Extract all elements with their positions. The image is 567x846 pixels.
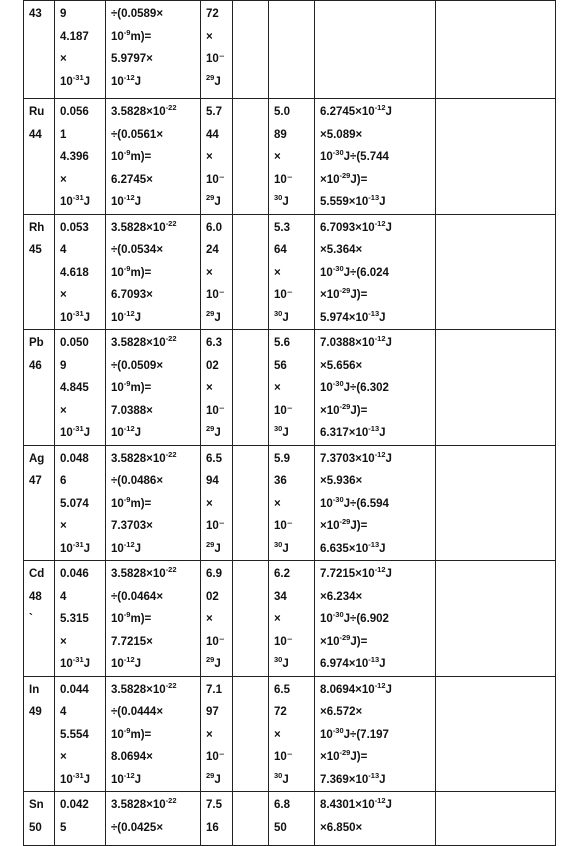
formula-cell xyxy=(106,445,201,561)
cell-text: × xyxy=(274,266,281,279)
cell-text: 49 xyxy=(29,706,42,718)
value-cell-2 xyxy=(201,330,233,446)
cell-text: × xyxy=(60,520,67,532)
cell-text: $10^{-12}J$ xyxy=(111,424,142,439)
cell-text: ÷(0.0425× xyxy=(111,821,164,834)
cell-text: $^{30}$J xyxy=(274,539,289,555)
cell-text: 0.050 xyxy=(60,337,89,349)
value-cell-2 xyxy=(201,792,233,846)
formula-cell xyxy=(106,99,201,215)
cell-text: $7.7215\times 10^{-12}J$ xyxy=(320,565,392,580)
cell-text: 10⁻ xyxy=(274,289,293,301)
formula-cell xyxy=(106,214,201,330)
cell-text: $\times 10^{-29}J)=$ xyxy=(320,517,368,532)
cell-text: 10⁻ xyxy=(274,520,293,532)
cell-text: 72 xyxy=(206,8,219,20)
value-cell-3 xyxy=(269,330,315,446)
cell-text: 50 xyxy=(29,821,42,834)
blank-cell xyxy=(233,561,269,677)
cell-text: $3.5828\times 10^{-22}$ xyxy=(111,449,177,465)
cell-text: 4.187 xyxy=(60,30,89,43)
cell-text: $10^{-30}J\div(6.302$ xyxy=(320,379,389,394)
cell-text: $10^{-30}J\div(5.744$ xyxy=(320,148,389,163)
value-cell-2 xyxy=(201,99,233,215)
cell-text: $10^{-9}m)=$ xyxy=(111,27,152,43)
element-cell xyxy=(24,330,55,446)
cell-text: 7.7215× xyxy=(111,635,153,648)
table-row xyxy=(24,561,556,677)
value-cell-3 xyxy=(269,99,315,215)
cell-text: $10^{-31}J$ xyxy=(60,72,91,88)
value-cell-2 xyxy=(201,214,233,330)
cell-text: $\times 10^{-29}J)=$ xyxy=(320,748,368,763)
cell-text: $3.5828\times 10^{-22}$ xyxy=(111,218,177,234)
formula-cell xyxy=(106,561,201,677)
cell-text: $10^{-12}J$ xyxy=(111,193,142,208)
table-page xyxy=(23,0,555,846)
cell-text: 5.554 xyxy=(60,728,89,741)
cell-text: × xyxy=(206,497,213,510)
cell-text: $6.317\times 10^{-13}J$ xyxy=(320,424,386,439)
cell-text: 56 xyxy=(274,359,287,372)
cell-text: $10^{-12}J$ xyxy=(111,539,142,555)
table-row xyxy=(24,792,556,846)
cell-text: 0.044 xyxy=(60,683,89,696)
cell-text: × xyxy=(206,151,213,163)
cell-text: 02 xyxy=(206,359,219,372)
cell-text: 6.5 xyxy=(274,683,290,696)
blank-cell xyxy=(233,330,269,446)
cell-text: $^{29}$J xyxy=(206,539,221,555)
cell-text: ÷(0.0534× xyxy=(111,244,164,256)
cell-text: ÷(0.0444× xyxy=(111,706,164,718)
cell-text: $10^{-9}m)=$ xyxy=(111,379,152,394)
table-row xyxy=(24,445,556,561)
cell-text: 5.0 xyxy=(274,106,290,118)
cell-text: 10⁻ xyxy=(274,635,293,648)
cell-text: × xyxy=(60,173,67,186)
cell-text: ÷(0.0486× xyxy=(111,475,164,487)
cell-text: × xyxy=(206,382,213,394)
cell-text: 10⁻ xyxy=(206,635,225,648)
cell-text: × xyxy=(60,751,67,763)
cell-text: Sn xyxy=(29,799,44,811)
value-cell xyxy=(55,676,106,792)
cell-text: $10^{-31}J$ xyxy=(60,308,91,324)
formula-cell xyxy=(106,792,201,846)
cell-text: 34 xyxy=(274,590,287,603)
cell-text: $^{30}$J xyxy=(274,770,289,786)
cell-text: 64 xyxy=(274,244,287,256)
element-cell xyxy=(24,676,55,792)
cell-text: 1 xyxy=(60,128,67,141)
element-cell xyxy=(24,792,55,846)
cell-text: 8.0694× xyxy=(111,751,153,763)
cell-text: 5.315 xyxy=(60,613,89,625)
cell-text: $5.974\times 10^{-13}J$ xyxy=(320,308,386,324)
value-cell-3 xyxy=(269,561,315,677)
cell-text: × xyxy=(274,151,281,163)
cell-text: 0.056 xyxy=(60,106,89,118)
cell-text: 48 xyxy=(29,590,42,603)
value-cell xyxy=(55,1,106,99)
blank-cell xyxy=(233,676,269,792)
cell-text: 4.845 xyxy=(60,382,89,394)
result-cell xyxy=(315,676,436,792)
cell-text: $^{29}$J xyxy=(206,770,221,786)
cell-text: $^{29}$J xyxy=(206,193,221,208)
cell-text: 5.7 xyxy=(206,106,222,118)
value-cell-2 xyxy=(201,1,233,99)
cell-text: 10⁻ xyxy=(206,53,225,65)
table-row xyxy=(24,330,556,446)
cell-text: × xyxy=(274,497,281,510)
cell-text: 10⁻ xyxy=(206,289,225,301)
cell-text: × xyxy=(274,382,281,394)
cell-text: 5 xyxy=(60,821,67,834)
cell-text: 7.1 xyxy=(206,683,222,696)
cell-text: ×6.850× xyxy=(320,821,363,834)
blank-cell-2 xyxy=(436,445,556,561)
cell-text: $10^{-9}m)=$ xyxy=(111,148,152,163)
cell-text: $6.7093\times 10^{-12}J$ xyxy=(320,218,392,234)
cell-text: 50 xyxy=(274,821,287,834)
cell-text: $8.0694\times 10^{-12}J$ xyxy=(320,680,392,696)
cell-text: × xyxy=(206,613,213,625)
cell-text: $10^{-30}J\div(7.197$ xyxy=(320,725,389,741)
value-cell-3 xyxy=(269,445,315,561)
element-cell xyxy=(24,214,55,330)
cell-text: 45 xyxy=(29,244,42,256)
cell-text: 10⁻ xyxy=(274,404,293,417)
cell-text: $10^{-30}J\div(6.902$ xyxy=(320,610,389,625)
cell-text: $7.3703\times 10^{-12}J$ xyxy=(320,449,392,465)
cell-text: $3.5828\times 10^{-22}$ xyxy=(111,565,177,580)
cell-text: 5.3 xyxy=(274,221,290,234)
cell-text: 4 xyxy=(60,706,67,718)
cell-text: $10^{-12}J$ xyxy=(111,308,142,324)
blank-cell-2 xyxy=(436,1,556,99)
cell-text: $10^{-9}m)=$ xyxy=(111,494,152,510)
cell-text: ×5.089× xyxy=(320,128,363,141)
cell-text: 10⁻ xyxy=(206,404,225,417)
cell-text: $10^{-31}J$ xyxy=(60,770,91,786)
cell-text: 5.9 xyxy=(274,452,290,465)
cell-text: $10^{-30}J\div(6.024$ xyxy=(320,263,389,279)
cell-text: × xyxy=(274,728,281,741)
cell-text: 0.053 xyxy=(60,221,89,234)
value-cell xyxy=(55,792,106,846)
cell-text: $7.369\times 10^{-13}J$ xyxy=(320,770,386,786)
cell-text: $\times 10^{-29}J)=$ xyxy=(320,632,368,648)
formula-cell xyxy=(106,330,201,446)
element-cell xyxy=(24,99,55,215)
cell-text: 24 xyxy=(206,244,219,256)
blank-cell xyxy=(233,792,269,846)
cell-text: $6.974\times 10^{-13}J$ xyxy=(320,655,386,670)
cell-text: 89 xyxy=(274,128,287,141)
cell-text: × xyxy=(274,613,281,625)
cell-text: Ru xyxy=(29,106,45,118)
cell-text: 7.0388× xyxy=(111,404,153,417)
cell-text: $3.5828\times 10^{-22}$ xyxy=(111,680,177,696)
cell-text: In xyxy=(29,683,40,696)
result-cell xyxy=(315,1,436,99)
table-row xyxy=(24,99,556,215)
cell-text: $^{30}$J xyxy=(274,655,289,670)
cell-text: $10^{-31}J$ xyxy=(60,193,91,208)
cell-text: ×6.234× xyxy=(320,590,363,603)
value-cell-2 xyxy=(201,445,233,561)
table-row xyxy=(24,214,556,330)
cell-text: $8.4301\times 10^{-12}J$ xyxy=(320,796,392,811)
cell-text: 5.074 xyxy=(60,497,89,510)
table-row xyxy=(24,676,556,792)
blank-cell-2 xyxy=(436,792,556,846)
cell-text: 02 xyxy=(206,590,219,603)
cell-text: 6.2 xyxy=(274,568,290,580)
cell-text: $10^{-9}m)=$ xyxy=(111,610,152,625)
cell-text: ×6.572× xyxy=(320,706,363,718)
cell-text: 6.8 xyxy=(274,799,290,811)
cell-text: $10^{-9}m)=$ xyxy=(111,263,152,279)
cell-text: 0.046 xyxy=(60,568,89,580)
cell-text: 4.396 xyxy=(60,151,89,163)
cell-text: × xyxy=(60,635,67,648)
cell-text: $^{29}$J xyxy=(206,308,221,324)
blank-cell-2 xyxy=(436,676,556,792)
cell-text: × xyxy=(206,728,213,741)
cell-text: 44 xyxy=(29,128,42,141)
cell-text: Pb xyxy=(29,337,44,349)
cell-text: 43 xyxy=(29,8,42,20)
result-cell xyxy=(315,214,436,330)
cell-text: $^{30}$J xyxy=(274,424,289,439)
cell-text: 46 xyxy=(29,359,42,372)
cell-text: 6.3 xyxy=(206,337,222,349)
result-cell xyxy=(315,445,436,561)
result-cell xyxy=(315,330,436,446)
table-row xyxy=(24,1,556,99)
cell-text: 94 xyxy=(206,475,219,487)
cell-text: 10⁻ xyxy=(206,173,225,186)
cell-text: Ag xyxy=(29,452,45,465)
cell-text: ×5.364× xyxy=(320,244,363,256)
blank-cell xyxy=(233,99,269,215)
cell-text: $10^{-12}J$ xyxy=(111,72,142,88)
cell-text: $\times 10^{-29}J)=$ xyxy=(320,401,368,417)
element-cell xyxy=(24,561,55,677)
value-cell xyxy=(55,214,106,330)
value-cell-3 xyxy=(269,676,315,792)
cell-text: 0.042 xyxy=(60,799,89,811)
cell-text: 10⁻ xyxy=(206,520,225,532)
blank-cell-2 xyxy=(436,214,556,330)
cell-text: ` xyxy=(29,613,33,625)
cell-text: 9 xyxy=(60,359,67,372)
cell-text: 6.7093× xyxy=(111,289,153,301)
blank-cell-2 xyxy=(436,561,556,677)
value-cell-2 xyxy=(201,561,233,677)
cell-text: × xyxy=(60,404,67,417)
blank-cell xyxy=(233,1,269,99)
cell-text: $^{30}$J xyxy=(274,193,289,208)
cell-text: $6.635\times 10^{-13}J$ xyxy=(320,539,386,555)
cell-text: $10^{-12}J$ xyxy=(111,770,142,786)
cell-text: $3.5828\times 10^{-22}$ xyxy=(111,334,177,349)
cell-text: $^{30}$J xyxy=(274,308,289,324)
cell-text: Rh xyxy=(29,221,45,234)
result-cell xyxy=(315,561,436,677)
cell-text: 47 xyxy=(29,475,42,487)
value-cell xyxy=(55,445,106,561)
cell-text: 72 xyxy=(274,706,287,718)
cell-text: 16 xyxy=(206,821,219,834)
cell-text: $10^{-31}J$ xyxy=(60,655,91,670)
cell-text: ×5.936× xyxy=(320,475,363,487)
cell-text: $\times 10^{-29}J)=$ xyxy=(320,170,368,186)
value-cell xyxy=(55,561,106,677)
cell-text: 10⁻ xyxy=(206,751,225,763)
cell-text: × xyxy=(60,289,67,301)
cell-text: 44 xyxy=(206,128,219,141)
cell-text: $5.559\times 10^{-13}J$ xyxy=(320,193,386,208)
cell-text: $6.2745\times 10^{-12}J$ xyxy=(320,103,392,118)
result-cell xyxy=(315,792,436,846)
cell-text: 5.9797× xyxy=(111,53,153,65)
value-cell xyxy=(55,99,106,215)
cell-text: 0.048 xyxy=(60,452,89,465)
cell-text: ÷(0.0509× xyxy=(111,359,164,372)
table-body xyxy=(24,1,556,846)
cell-text: 10⁻ xyxy=(274,173,293,186)
cell-text: $10^{-12}J$ xyxy=(111,655,142,670)
cell-text: ×5.656× xyxy=(320,359,363,372)
cell-text: 5.6 xyxy=(274,337,290,349)
cell-text: 6 xyxy=(60,475,67,487)
value-cell-3 xyxy=(269,214,315,330)
result-cell xyxy=(315,99,436,215)
cell-text: 36 xyxy=(274,475,287,487)
cell-text: × xyxy=(60,53,67,65)
cell-text: $^{29}$J xyxy=(206,72,221,88)
element-cell xyxy=(24,1,55,99)
cell-text: $^{29}$J xyxy=(206,424,221,439)
cell-text: 97 xyxy=(206,706,219,718)
cell-text: ÷(0.0589× xyxy=(111,8,164,20)
value-cell-3 xyxy=(269,1,315,99)
value-cell-3 xyxy=(269,792,315,846)
cell-text: $10^{-30}J\div(6.594$ xyxy=(320,494,389,510)
cell-text: 6.2745× xyxy=(111,173,153,186)
cell-text: 7.5 xyxy=(206,799,222,811)
cell-text: $^{29}$J xyxy=(206,655,221,670)
formula-cell xyxy=(106,1,201,99)
cell-text: $3.5828\times 10^{-22}$ xyxy=(111,796,177,811)
cell-text: × xyxy=(206,30,213,43)
blank-cell-2 xyxy=(436,99,556,215)
cell-text: 6.0 xyxy=(206,221,222,234)
cell-text: $7.0388\times 10^{-12}J$ xyxy=(320,334,392,349)
formula-cell xyxy=(106,676,201,792)
cell-text: ÷(0.0464× xyxy=(111,590,164,603)
cell-text: 6.9 xyxy=(206,568,222,580)
blank-cell xyxy=(233,214,269,330)
cell-text: 6.5 xyxy=(206,452,222,465)
cell-text: $10^{-9}m)=$ xyxy=(111,725,152,741)
blank-cell xyxy=(233,445,269,561)
cell-text: 9 xyxy=(60,8,67,20)
element-cell xyxy=(24,445,55,561)
cell-text: Cd xyxy=(29,568,45,580)
blank-cell-2 xyxy=(436,330,556,446)
cell-text: 10⁻ xyxy=(274,751,293,763)
cell-text: 7.3703× xyxy=(111,520,153,532)
value-cell xyxy=(55,330,106,446)
cell-text: 4 xyxy=(60,244,67,256)
cell-text: 4.618 xyxy=(60,266,89,279)
cell-text: $10^{-31}J$ xyxy=(60,539,91,555)
cell-text: $\times 10^{-29}J)=$ xyxy=(320,286,368,301)
cell-text: $3.5828\times 10^{-22}$ xyxy=(111,103,177,118)
value-cell-2 xyxy=(201,676,233,792)
cell-text: $10^{-31}J$ xyxy=(60,424,91,439)
cell-text: × xyxy=(206,266,213,279)
data-table xyxy=(23,0,556,846)
cell-text: ÷(0.0561× xyxy=(111,128,164,141)
cell-text: 4 xyxy=(60,590,67,603)
